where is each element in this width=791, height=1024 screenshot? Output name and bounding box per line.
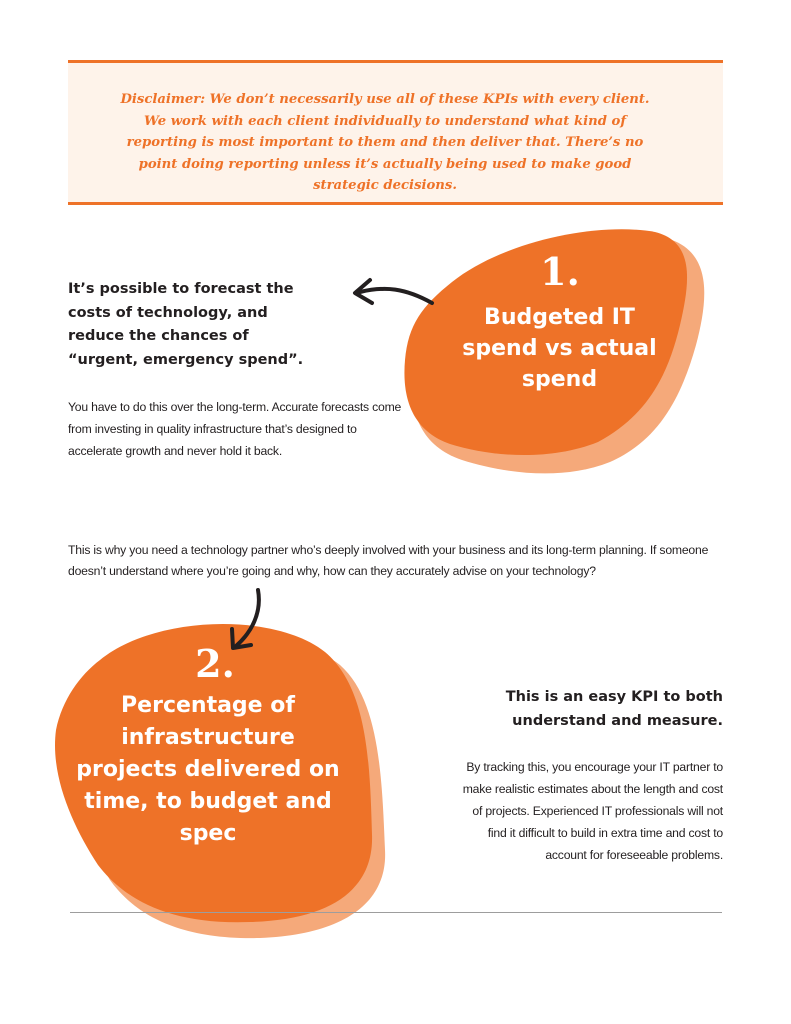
partner-paragraph: This is why you need a technology partner who’s deeply involved with your business and its long-term planning. If someone doesn’t understand where you’re going and why, how can they accurately advise on your technology? (68, 543, 709, 578)
kpi1-number: 1. (540, 249, 580, 294)
kpi2-body: By tracking this, you encourage your IT partner to make realistic estimates about the length and cost of projects. Experienced IT professionals will not find it difficult to build in extra time and cost to account for foreseeable problems. (462, 760, 723, 862)
kpi2-heading: This is an easy KPI to both understand and measure. (505, 689, 723, 729)
bottom-divider (70, 912, 722, 913)
kpi1-heading: It’s possible to forecast the costs of technology, and reduce the chances of “urgent, emergency spend”. (68, 281, 304, 368)
kpi2-title: Percentage of infrastructure projects delivered on time, to budget and spec (76, 693, 340, 846)
kpi1-body: You have to do this over the long-term. Accurate forecasts come from investing in quality infrastructure that’s designed to accelerate growth and never hold it back. (68, 400, 402, 458)
kpi2-number: 2. (195, 641, 235, 686)
disclaimer-text: Disclaimer: We don’t necessarily use all of these KPIs with every client. We work with each client individually to understand what kind of reporting is most important to them and then deliver that. There’s no point doing reporting unless it’s actually being used to make good strategic decisions. (120, 92, 650, 193)
kpi1-title: Budgeted IT spend vs actual spend (462, 305, 657, 392)
